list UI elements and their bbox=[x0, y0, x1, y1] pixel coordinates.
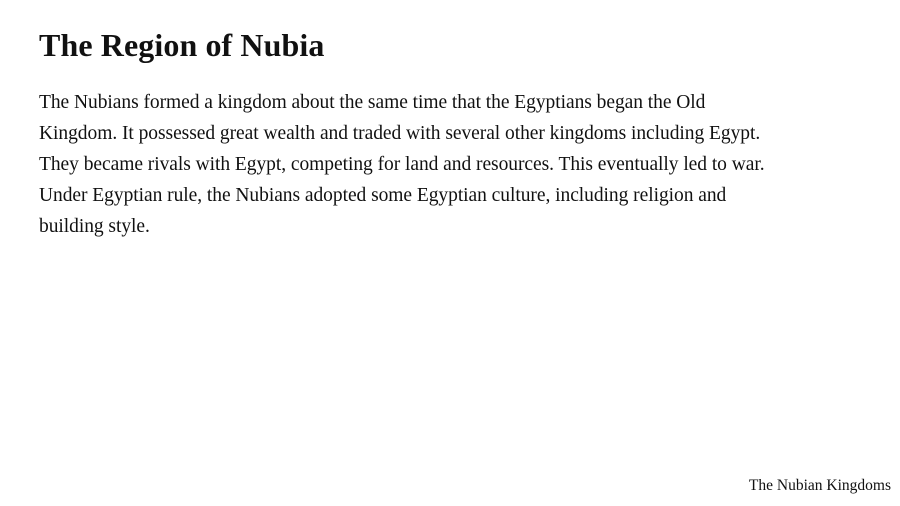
slide-body bbox=[39, 87, 889, 242]
slide-footer: The Nubian Kingdoms bbox=[748, 477, 891, 494]
body-line: Under Egyptian rule, the Nubians adopted some Egyptian culture, including religion and bbox=[39, 185, 727, 206]
body-line: The Nubians formed a kingdom about the same time that the Egyptians began the Old bbox=[39, 92, 706, 113]
body-line: building style. bbox=[39, 216, 150, 237]
body-line: They became rivals with Egypt, competing for land and resources. This eventually led to war. bbox=[39, 154, 765, 175]
body-line: Kingdom. It possessed great wealth and traded with several other kingdoms including Egypt. bbox=[39, 123, 761, 144]
slide-title: The Region of Nubia bbox=[39, 27, 325, 63]
